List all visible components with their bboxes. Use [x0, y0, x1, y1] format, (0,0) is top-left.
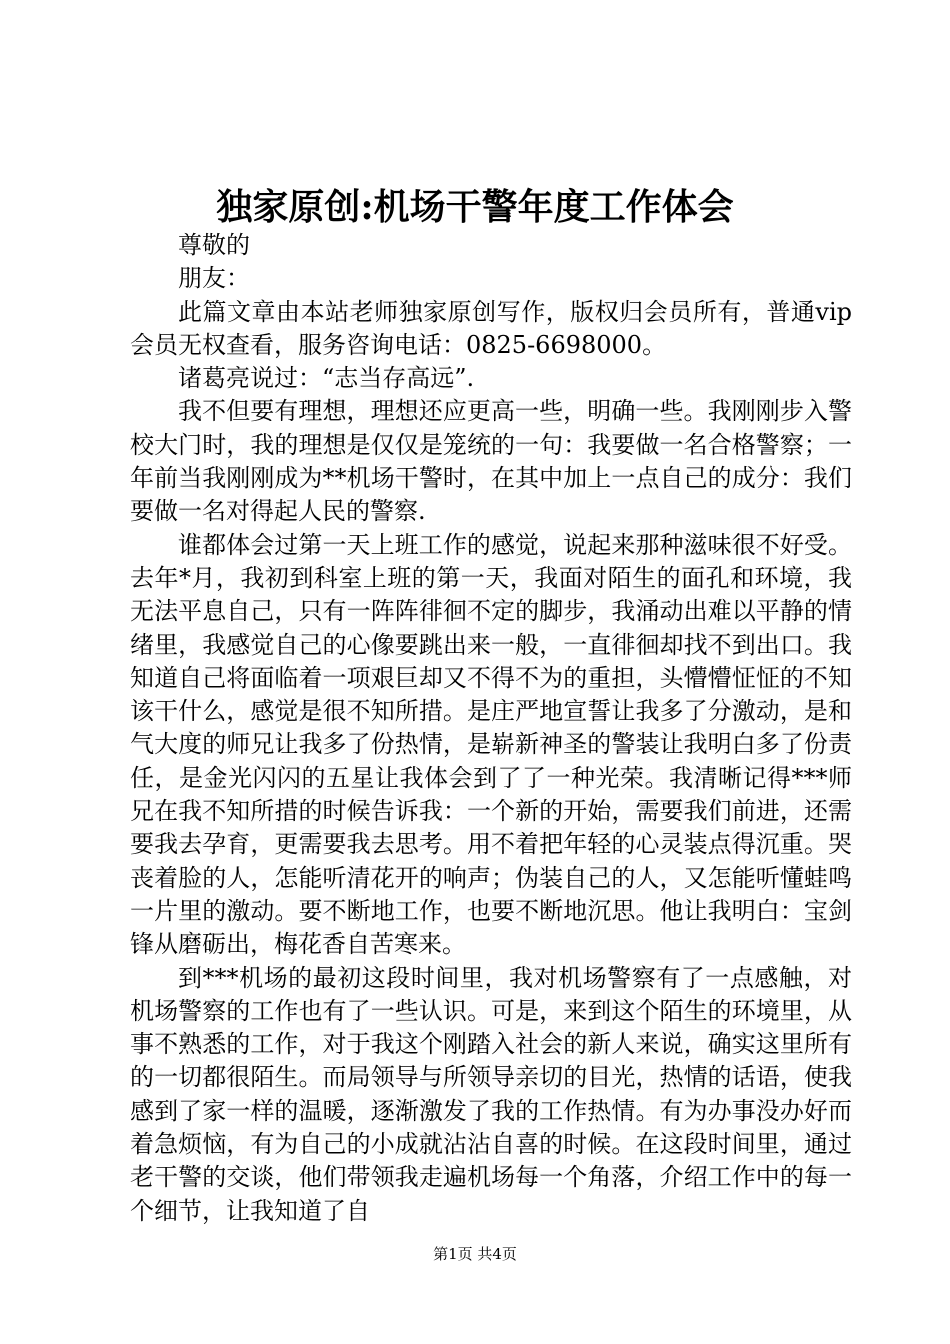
salutation-line-1: 尊敬的: [178, 231, 250, 259]
copyright-notice: 此篇文章由本站老师独家原创写作，版权归会员所有，普通vip会员无权查看，服务咨询电话：0825-6698000。: [130, 297, 852, 359]
body-paragraph: 谁都体会过第一天上班工作的感觉，说起来那种滋味很不好受。去年*月，我初到科室上班的第一天，我面对陌生的面孔和环境，我无法平息自己，只有一阵阵徘徊不定的脚步，我涌动出难以平静的情绪里，我感觉自己的心像要跳出来一般，一直徘徊却找不到出口。我知道自己将面临着一项艰巨却又不得不为的重担，头懵懵怔怔的不知该干什么，感觉是很不知所措。是庄严地宣誓让我多了分激动，是和气大度的师兄让我多了份热情，是崭新神圣的警装让我明白多了份责任，是金光闪闪的五星让我体会到了了一种光荣。我清晰记得***师兄在我不知所措的时候告诉我：一个新的开始，需要我们前进，还需要我去孕育，更需要我去思考。用不着把年轻的心灵装点得沉重。哭丧着脸的人，怎能听清花开的响声；伪装自己的人，又怎能听懂蛙鸣一片里的激动。要不断地工作，也要不断地沉思。他让我明白：宝剑锋从磨砺出，梅花香自苦寒来。: [130, 530, 852, 959]
document-title: 独家原创:机场干警年度工作体会: [216, 186, 734, 228]
body-paragraph: 我不但要有理想，理想还应更高一些，明确一些。我刚刚步入警校大门时，我的理想是仅仅是笼统的一句：我要做一名合格警察；一年前当我刚刚成为**机场干警时，在其中加上一点自己的成分：我们要做一名对得起人民的警察.: [130, 397, 852, 526]
body-paragraph: 到***机场的最初这段时间里，我对机场警察有了一点感触，对机场警察的工作也有了一些认识。可是，来到这个陌生的环境里，从事不熟悉的工作，对于我这个刚踏入社会的新人来说，确实这里所有的一切都很陌生。而局领导与所领导亲切的目光，热情的话语，使我感到了家一样的温暖，逐渐激发了我的工作热情。有为办事没办好而着急烦恼，有为自己的小成就沾沾自喜的时候。在这段时间里，通过老干警的交谈，他们带领我走遍机场每一个角落，介绍工作中的每一个细节，让我知道了自: [130, 963, 852, 1225]
document-body: [130, 229, 852, 1228]
page-footer: 第1页 共4页: [433, 1245, 517, 1263]
quote-paragraph: 诸葛亮说过：“志当存高远”.: [178, 364, 475, 393]
salutation-line-2: 朋友：: [178, 264, 250, 293]
